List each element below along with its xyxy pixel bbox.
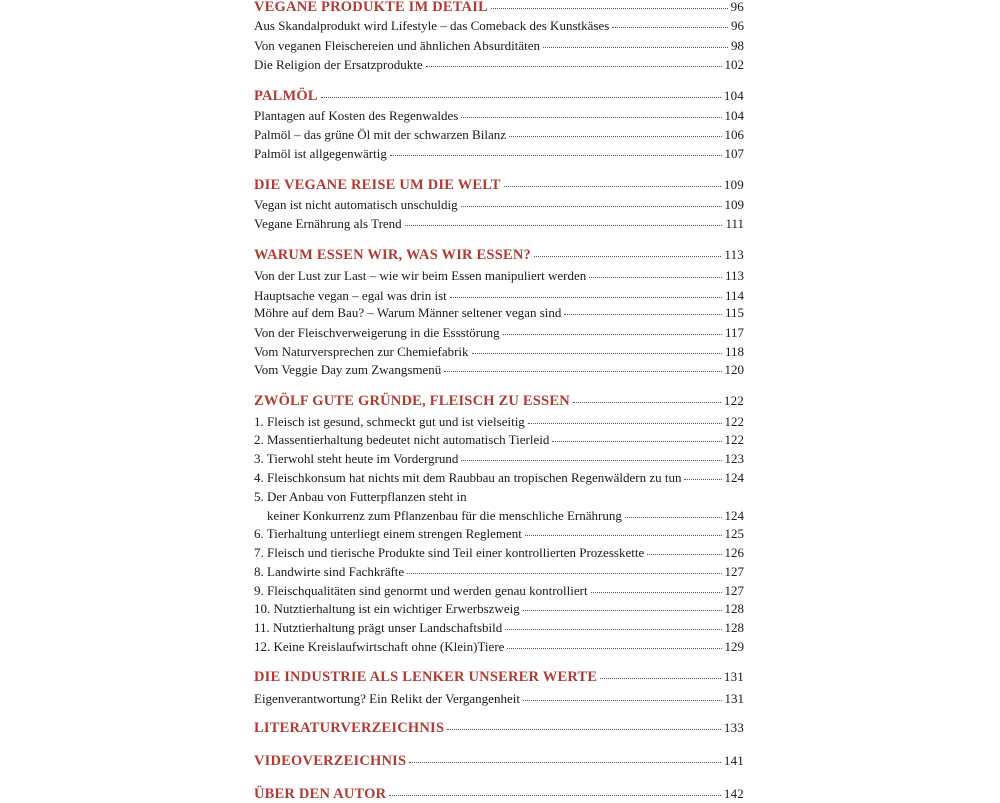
dot-leader — [461, 205, 722, 207]
toc-page-number: 133 — [723, 720, 744, 735]
dot-leader — [543, 46, 728, 48]
dot-leader — [523, 609, 722, 611]
toc-entry-title: VEGANE PRODUKTE IM DETAIL — [254, 0, 488, 15]
dot-leader — [426, 65, 722, 67]
toc-entry[interactable] — [254, 583, 744, 599]
dot-leader — [405, 224, 723, 226]
toc-entry[interactable] — [254, 288, 744, 304]
toc-page-number: 118 — [724, 344, 744, 359]
toc-entry[interactable] — [254, 127, 744, 143]
toc-entry-title: Aus Skandalprodukt wird Lifestyle – das Comeback des Kunstkäses — [254, 18, 610, 33]
toc-entry-title: Eigenverantwortung? Ein Relikt der Vergangenheit — [254, 691, 520, 706]
toc-entry-title: Von der Fleischverweigerung in die Essstörung — [254, 325, 500, 340]
toc-page-number: 128 — [724, 620, 744, 635]
dot-leader — [409, 761, 721, 763]
toc-entry-title: Vegane Ernährung als Trend — [254, 216, 402, 231]
dot-leader — [503, 333, 722, 335]
toc-section-heading[interactable] — [254, 392, 744, 410]
toc-entry-title: ÜBER DEN AUTOR — [254, 786, 387, 802]
toc-page-number: 98 — [731, 38, 744, 53]
toc-entry-title: Von der Lust zur Last – wie wir beim Essen manipuliert werden — [254, 268, 587, 283]
toc-page-number: 113 — [724, 247, 744, 262]
toc-entry[interactable] — [254, 305, 744, 321]
toc-entry-title: 9. Fleischqualitäten sind genormt und werden genau kontrolliert — [254, 583, 588, 598]
toc-entry-title: LITERATURVERZEICHNIS — [254, 720, 445, 736]
toc-entry-title: 5. Der Anbau von Futterpflanzen steht in — [254, 489, 467, 504]
toc-page-number: 122 — [724, 432, 744, 447]
toc-page-number: 107 — [724, 146, 744, 161]
toc-entry[interactable] — [254, 545, 744, 561]
toc-entry[interactable] — [254, 197, 744, 213]
dot-leader — [647, 553, 721, 555]
toc-page-number: 114 — [724, 288, 744, 303]
dot-leader — [461, 459, 721, 461]
toc-section-heading[interactable] — [254, 752, 744, 770]
toc-section-heading[interactable] — [254, 176, 744, 194]
dot-leader — [407, 572, 721, 574]
toc-entry[interactable] — [254, 362, 744, 378]
toc-entry-title: keiner Konkurrenz zum Pflanzenbau für die menschliche Ernährung — [267, 508, 622, 523]
toc-page-number: 122 — [723, 393, 744, 408]
toc-entry[interactable] — [254, 57, 744, 73]
toc-entry-title: Vom Naturversprechen zur Chemiefabrik — [254, 344, 469, 359]
toc-page-number: 129 — [724, 639, 744, 654]
dot-leader — [600, 677, 721, 679]
toc-section-heading[interactable] — [254, 668, 744, 686]
toc-entry[interactable] — [254, 639, 744, 655]
toc-entry[interactable] — [254, 470, 744, 486]
toc-entry[interactable] — [254, 451, 744, 467]
toc-page-number: 120 — [724, 362, 744, 377]
toc-page-number: 113 — [724, 268, 744, 283]
toc-entry-title: WARUM ESSEN WIR, WAS WIR ESSEN? — [254, 247, 531, 263]
dot-leader — [390, 154, 722, 156]
toc-entry-title: 8. Landwirte sind Fachkräfte — [254, 564, 405, 579]
toc-page-number: 128 — [724, 601, 744, 616]
toc-entry-title: PALMÖL — [254, 88, 318, 104]
toc-page-number: 117 — [724, 325, 744, 340]
dot-leader — [612, 26, 728, 28]
toc-entry-title: Vegan ist nicht automatisch unschuldig — [254, 197, 458, 212]
dot-leader — [472, 352, 722, 354]
toc-entry-title: 4. Fleischkonsum hat nichts mit dem Raubbau an tropischen Regenwäldern zu tun — [254, 470, 682, 485]
dot-leader — [507, 647, 721, 649]
toc-entry-title: ZWÖLF GUTE GRÜNDE, FLEISCH ZU ESSEN — [254, 393, 570, 409]
toc-entry[interactable] — [254, 216, 744, 232]
dot-leader — [447, 728, 721, 730]
toc-page-number: 142 — [723, 786, 744, 801]
toc-entry-title: Palmöl ist allgegenwärtig — [254, 146, 387, 161]
toc-entry-title: 10. Nutztierhaltung ist ein wichtiger Erwerbszweig — [254, 601, 520, 616]
dot-leader — [589, 276, 722, 278]
toc-entry-title: 7. Fleisch und tierische Produkte sind Teil einer kontrollierten Prozesskette — [254, 545, 645, 560]
toc-page-number: 104 — [723, 88, 744, 103]
toc-entry[interactable] — [254, 325, 744, 341]
dot-leader — [525, 534, 722, 536]
toc-entry[interactable] — [254, 108, 744, 124]
dot-leader — [564, 313, 722, 315]
toc-section-heading[interactable] — [254, 719, 744, 737]
dot-leader — [321, 96, 721, 98]
toc-entry-title: Die Religion der Ersatzprodukte — [254, 57, 423, 72]
toc-page-number: 111 — [725, 216, 744, 231]
toc-page-number: 124 — [724, 508, 744, 523]
toc-entry[interactable] — [254, 432, 744, 448]
toc-entry[interactable] — [254, 18, 744, 34]
toc-section-heading[interactable] — [254, 785, 744, 803]
toc-section-heading[interactable] — [254, 87, 744, 105]
toc-page-number: 125 — [724, 526, 744, 541]
dot-leader — [450, 296, 722, 298]
toc-entry[interactable] — [254, 691, 744, 707]
dot-leader — [444, 370, 721, 372]
toc-entry-title: Hauptsache vegan – egal was drin ist — [254, 288, 447, 303]
dot-leader — [684, 478, 721, 480]
dot-leader — [491, 7, 728, 9]
toc-entry[interactable] — [254, 414, 744, 430]
toc-page-number: 127 — [724, 583, 744, 598]
toc-entry-title: DIE VEGANE REISE UM DIE WELT — [254, 177, 501, 193]
toc-page-number: 126 — [724, 545, 744, 560]
toc-entry[interactable] — [254, 38, 744, 54]
dot-leader — [528, 422, 722, 424]
toc-page-number: 127 — [724, 564, 744, 579]
toc-page-number: 106 — [724, 127, 744, 142]
dot-leader — [389, 794, 721, 796]
toc-entry-title: 11. Nutztierhaltung prägt unser Landschaftsbild — [254, 620, 503, 635]
dot-leader — [504, 185, 721, 187]
toc-page-number: 123 — [724, 451, 744, 466]
toc-entry-title: 3. Tierwohl steht heute im Vordergrund — [254, 451, 459, 466]
toc-entry[interactable] — [254, 268, 744, 284]
dot-leader — [534, 255, 721, 257]
toc-entry[interactable] — [254, 620, 744, 636]
toc-entry[interactable] — [267, 508, 744, 524]
toc-section-heading[interactable] — [254, 246, 744, 264]
toc-page-number: 122 — [724, 414, 744, 429]
toc-entry-title: Vom Veggie Day zum Zwangsmenü — [254, 362, 442, 377]
toc-section-heading[interactable] — [254, 0, 744, 16]
toc-entry[interactable] — [254, 489, 744, 505]
toc-entry-title: Von veganen Fleischereien und ähnlichen Absurditäten — [254, 38, 541, 53]
toc-page-number: 141 — [723, 753, 744, 768]
toc-page-number: 102 — [724, 57, 744, 72]
toc-entry[interactable] — [254, 564, 744, 580]
toc-page-number: 109 — [723, 177, 744, 192]
toc-page-number: 109 — [724, 197, 744, 212]
toc-entry[interactable] — [254, 601, 744, 617]
dot-leader — [591, 591, 722, 593]
toc-entry-title: DIE INDUSTRIE ALS LENKER UNSERER WERTE — [254, 669, 598, 685]
toc-page-number: 96 — [730, 0, 744, 14]
toc-page-number: 131 — [723, 669, 744, 684]
toc-entry[interactable] — [254, 344, 744, 360]
toc-page-number: 96 — [731, 18, 744, 33]
toc-entry-title: Möhre auf dem Bau? – Warum Männer seltener vegan sind — [254, 305, 562, 320]
toc-entry-title: 1. Fleisch ist gesund, schmeckt gut und ist vielseitig — [254, 414, 525, 429]
toc-page-number: 131 — [724, 691, 744, 706]
toc-entry-title: VIDEOVERZEICHNIS — [254, 753, 407, 769]
dot-leader — [573, 401, 721, 403]
toc-entry[interactable] — [254, 146, 744, 162]
toc-entry-title: Plantagen auf Kosten des Regenwaldes — [254, 108, 459, 123]
dot-leader — [505, 628, 721, 630]
toc-entry-title: 6. Tierhaltung unterliegt einem strengen Reglement — [254, 526, 522, 541]
dot-leader — [461, 116, 721, 118]
toc-page-number: 104 — [724, 108, 744, 123]
toc-page-number: 115 — [724, 305, 744, 320]
toc-page-number: 124 — [724, 470, 744, 485]
dot-leader — [509, 135, 722, 137]
dot-leader — [523, 699, 722, 701]
dot-leader — [552, 440, 721, 442]
toc-entry-title: Palmöl – das grüne Öl mit der schwarzen Bilanz — [254, 127, 506, 142]
dot-leader — [625, 516, 722, 518]
toc-entry-title: 2. Massentierhaltung bedeutet nicht automatisch Tierleid — [254, 432, 550, 447]
toc-entry[interactable] — [254, 526, 744, 542]
toc-entry-title: 12. Keine Kreislaufwirtschaft ohne (Klein)Tiere — [254, 639, 505, 654]
